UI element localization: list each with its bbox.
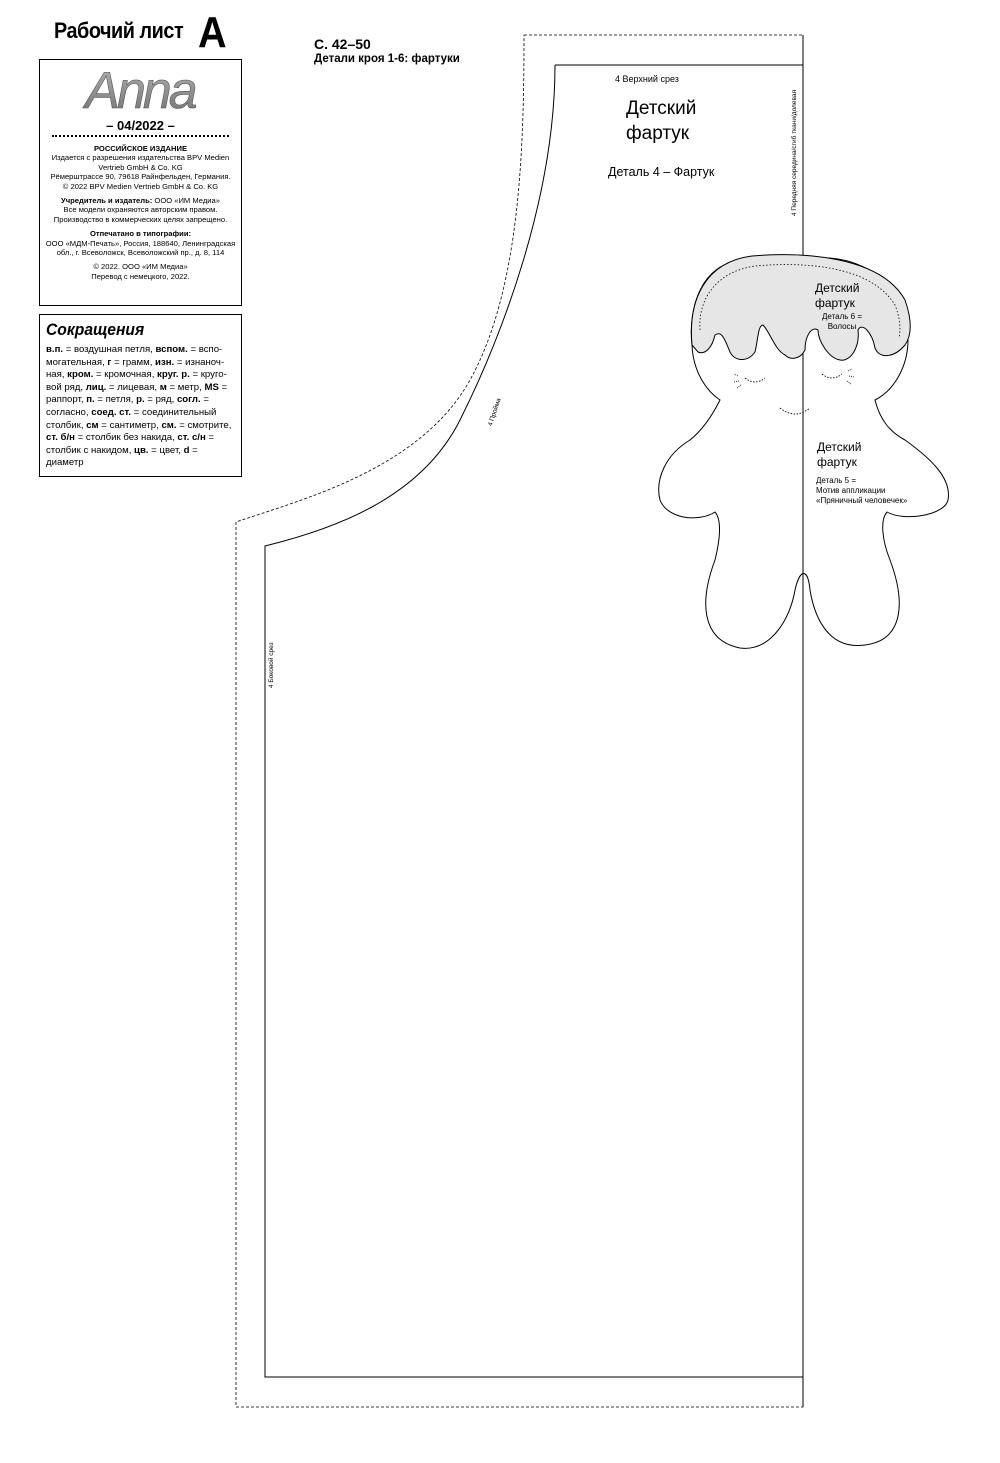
abbr-term: круг. р.: [157, 369, 190, 381]
abbr-term: м: [159, 381, 167, 393]
apron-outline: [265, 65, 803, 1377]
info-line: © 2022. ООО «ИМ Медиа»: [93, 262, 188, 272]
abbr-term: изн.: [155, 356, 175, 368]
gingerbread-title-line: фартук: [817, 455, 857, 469]
gingerbread-title-line: Детский: [817, 440, 862, 454]
pattern-parts-title: Детали кроя 1-6: фартуки: [314, 53, 460, 65]
abbr-definition: = столбик с накидом,: [46, 432, 215, 456]
abbr-term: п.: [86, 394, 95, 406]
abbr-definition: = метр,: [166, 381, 205, 393]
top-edge-label: 4 Верхний срез: [615, 74, 679, 84]
edition-title: РОССИЙСКОЕ ИЗДАНИЕ: [93, 144, 188, 153]
abbr-term: ст. с/н: [177, 432, 206, 444]
abbr-definition: = ряд,: [144, 394, 177, 406]
apron-title: [626, 96, 696, 146]
abbr-definition: = столбик без накида,: [74, 432, 178, 444]
apron-title-line: фартук: [626, 123, 690, 144]
issue-number: – 04/2022 –: [106, 118, 175, 133]
founder-label: Учредитель и издатель:: [61, 196, 153, 206]
abbreviations-title: Сокращения: [46, 320, 145, 339]
abbr-term: d: [183, 444, 190, 456]
page-range: С. 42–50: [314, 36, 371, 52]
gingerbread-detail: [816, 476, 907, 506]
printed-label: Отпечатано в типографии:: [89, 229, 192, 239]
gingerbread-detail-line: Деталь 5 =: [816, 476, 857, 485]
abbr-term: г: [107, 356, 112, 368]
info-line: обл., г. Всеволожск, Всеволожский пр., д. 8, 114: [56, 248, 225, 258]
founder-value: ООО «ИМ Медиа»: [152, 196, 220, 206]
abbr-definition: = сантиметр,: [98, 419, 162, 431]
apron-title-line: Детский: [626, 98, 697, 119]
abbr-term: соед. ст.: [91, 406, 132, 418]
hair-detail-line: Волосы: [827, 322, 857, 331]
info-line: Перевод с немецкого, 2022.: [91, 271, 190, 281]
abbr-definition: = диаметр: [46, 444, 198, 469]
info-line: Издается с разрешения издательства BPV Medien: [51, 153, 230, 163]
abbr-definition: = изнаночная,: [46, 356, 225, 381]
gingerbread-detail-line: Мотив аппликации: [816, 486, 886, 495]
abbr-definition: = петля,: [94, 394, 137, 406]
hair-title-line: Детский: [815, 281, 860, 295]
abbr-definition: = круговой ряд,: [46, 369, 227, 393]
info-line: ООО «МДМ-Печать», Россия, 188640, Ленинградская: [45, 238, 236, 248]
abbr-definition: = цвет,: [148, 444, 184, 456]
abbr-definition: = грамм,: [111, 356, 156, 368]
logo-text: Anna: [85, 64, 195, 120]
hair-shape: [691, 255, 910, 360]
gingerbread-detail-line: «Пряничный человечек»: [816, 496, 908, 505]
abbr-definition: = согласно,: [46, 394, 209, 418]
abbr-definition: = кромочная,: [93, 369, 158, 381]
abbr-term: согл.: [176, 394, 201, 406]
abbr-term: лиц.: [85, 381, 107, 393]
armhole-label: 4 Пройма: [487, 397, 503, 428]
right-lashes: [847, 369, 854, 384]
abbr-term: цв.: [134, 444, 149, 456]
left-eye: [745, 378, 765, 382]
abbr-term: см.: [161, 419, 177, 431]
apron-detail-label: Деталь 4 – Фартук: [608, 165, 715, 179]
info-line: © 2022 BPV Medien Vertrieb GmbH & Co. KG: [62, 181, 219, 191]
mouth: [780, 408, 810, 414]
abbr-term: MS: [204, 381, 219, 393]
abbr-definition: = лицевая,: [106, 381, 160, 393]
hair-title: [815, 281, 859, 311]
info-line: Vertrieb GmbH & Co. KG: [98, 162, 183, 172]
info-line: Рёмерштрассе 90, 79618 Райнфельден, Германия.: [50, 172, 231, 182]
info-line: Все модели охраняются авторским правом.: [63, 205, 218, 215]
abbr-term: ст. б/н: [46, 432, 75, 444]
abbr-definition: = раппорт,: [46, 381, 228, 406]
apron-seam-allowance: [236, 35, 803, 1407]
sheet-title: Рабочий лист: [54, 18, 184, 43]
hair-title-line: фартук: [815, 296, 855, 310]
abbr-definition: = вспомогательная,: [46, 344, 223, 368]
abbr-definition: = воздушная петля,: [63, 344, 156, 355]
abbr-definition: = смотрите,: [176, 419, 232, 431]
abbr-term: в.п.: [46, 344, 64, 355]
gingerbread-title: [817, 440, 861, 470]
side-edge-label: 4 Боковой срез: [268, 642, 275, 688]
left-lashes: [734, 374, 741, 388]
abbr-term: р.: [136, 394, 145, 406]
right-eye: [822, 374, 842, 378]
hair-detail-line: Деталь 6 =: [822, 312, 863, 321]
abbr-term: кром.: [67, 369, 94, 381]
center-fold-label: 4 Передняя середина/сгиб ткани/долевая: [791, 90, 798, 216]
sheet-letter: A: [198, 8, 227, 57]
abbr-term: вспом.: [155, 344, 188, 355]
info-line: Производство в коммерческих целях запрещено.: [53, 214, 228, 224]
hair-detail: [822, 312, 862, 332]
abbr-term: см: [86, 419, 99, 431]
abbr-definition: = соединительный столбик,: [46, 406, 217, 431]
